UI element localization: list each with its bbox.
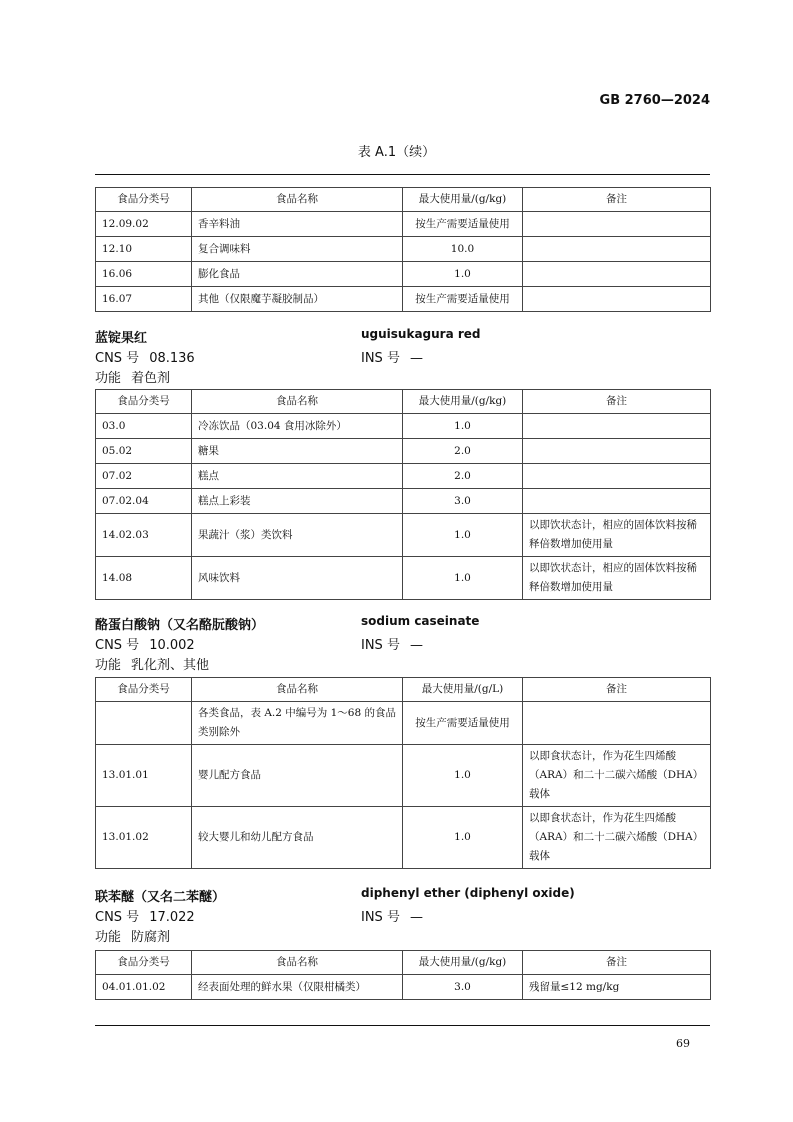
- col-header-food-name: 食品名称: [192, 951, 403, 975]
- table-header-row: [96, 951, 711, 975]
- col-header-food-name: 食品名称: [192, 188, 403, 212]
- cell-max-use: 1.0: [403, 745, 523, 807]
- additive-table-block: [95, 950, 710, 1000]
- cell-max-use: 2.0: [403, 464, 523, 489]
- table-header-row: [96, 678, 711, 702]
- ins-number: INS 号 —: [361, 638, 423, 653]
- additive-table: [95, 950, 711, 1000]
- table-row: [96, 262, 711, 287]
- cell-remark: [523, 287, 711, 312]
- cell-max-use: 3.0: [403, 975, 523, 1000]
- cell-remark: [523, 702, 711, 745]
- cns-number: CNS 号 08.136: [95, 351, 195, 366]
- continued-table: [95, 187, 711, 312]
- additive-en-name: uguisukagura red: [361, 327, 481, 341]
- function-label: 功能 乳化剂、其他: [95, 658, 210, 673]
- cell-food-name: 其他（仅限魔芋凝胶制品）: [192, 287, 403, 312]
- top-rule: [95, 174, 710, 175]
- cell-max-use: 3.0: [403, 489, 523, 514]
- table-row: [96, 557, 711, 600]
- cell-remark: 以即饮状态计，相应的固体饮料按稀释倍数增加使用量: [523, 514, 711, 557]
- col-header-remark: 备注: [523, 951, 711, 975]
- cell-max-use: 1.0: [403, 807, 523, 869]
- table-row: [96, 975, 711, 1000]
- table-row: [96, 489, 711, 514]
- col-header-max-use: 最大使用量/(g/kg): [403, 188, 523, 212]
- cell-remark: [523, 464, 711, 489]
- additive-zh-name: 酪蛋白酸钠（又名酪朊酸钠）: [95, 618, 265, 633]
- cell-max-use: 1.0: [403, 557, 523, 600]
- col-header-category: 食品分类号: [96, 951, 192, 975]
- cell-food-name: 糕点: [192, 464, 403, 489]
- cell-food-name: 香辛料油: [192, 212, 403, 237]
- cell-remark: 以即食状态计，作为花生四烯酸（ARA）和二十二碳六烯酸（DHA）载体: [523, 807, 711, 869]
- cell-category: 07.02: [96, 464, 192, 489]
- additive-header-diphenyl-ether: [95, 886, 710, 946]
- table-row: [96, 237, 711, 262]
- cell-food-name: 膨化食品: [192, 262, 403, 287]
- table-row: [96, 212, 711, 237]
- cell-max-use: 1.0: [403, 514, 523, 557]
- cell-food-name: 复合调味料: [192, 237, 403, 262]
- cell-category: 07.02.04: [96, 489, 192, 514]
- cell-remark: 以即食状态计，作为花生四烯酸（ARA）和二十二碳六烯酸（DHA）载体: [523, 745, 711, 807]
- additive-table-block: [95, 389, 710, 600]
- col-header-max-use: 最大使用量/(g/L): [403, 678, 523, 702]
- table-row: [96, 514, 711, 557]
- additive-en-name: diphenyl ether (diphenyl oxide): [361, 886, 575, 900]
- ins-number: INS 号 —: [361, 351, 423, 366]
- function-label: 功能 防腐剂: [95, 930, 171, 945]
- cell-food-name: 经表面处理的鲜水果（仅限柑橘类）: [192, 975, 403, 1000]
- cell-max-use: 按生产需要适量使用: [403, 287, 523, 312]
- cell-remark: [523, 237, 711, 262]
- cell-category: 03.0: [96, 414, 192, 439]
- table-row: [96, 287, 711, 312]
- col-header-remark: 备注: [523, 678, 711, 702]
- standard-code: GB 2760—2024: [599, 93, 710, 108]
- cell-remark: [523, 212, 711, 237]
- cell-category: 12.10: [96, 237, 192, 262]
- cell-category: 12.09.02: [96, 212, 192, 237]
- additive-header-sodium-caseinate: [95, 614, 710, 674]
- cell-food-name: 糖果: [192, 439, 403, 464]
- cell-food-name: 各类食品，表 A.2 中编号为 1～68 的食品类别除外: [192, 702, 403, 745]
- cell-remark: [523, 262, 711, 287]
- table-header-row: [96, 390, 711, 414]
- cell-food-name: 风味饮料: [192, 557, 403, 600]
- cell-remark: 残留量≤12 mg/kg: [523, 975, 711, 1000]
- additive-en-name: sodium caseinate: [361, 614, 480, 628]
- ins-number: INS 号 —: [361, 910, 423, 925]
- bottom-rule: [95, 1025, 710, 1026]
- page-number: 69: [676, 1037, 690, 1050]
- cell-category: [96, 702, 192, 745]
- additive-table: [95, 389, 711, 600]
- cell-max-use: 1.0: [403, 262, 523, 287]
- cell-food-name: 糕点上彩装: [192, 489, 403, 514]
- cell-max-use: 10.0: [403, 237, 523, 262]
- cns-number: CNS 号 17.022: [95, 910, 195, 925]
- cell-max-use: 2.0: [403, 439, 523, 464]
- col-header-food-name: 食品名称: [192, 678, 403, 702]
- col-header-category: 食品分类号: [96, 678, 192, 702]
- col-header-remark: 备注: [523, 390, 711, 414]
- table-row: [96, 464, 711, 489]
- cns-number: CNS 号 10.002: [95, 638, 195, 653]
- cell-category: 14.02.03: [96, 514, 192, 557]
- cell-food-name: 果蔬汁（浆）类饮料: [192, 514, 403, 557]
- cell-remark: [523, 414, 711, 439]
- additive-zh-name: 蓝锭果红: [95, 331, 148, 346]
- table-row: [96, 807, 711, 869]
- additive-table-block: [95, 677, 710, 869]
- cell-food-name: 冷冻饮品（03.04 食用冰除外）: [192, 414, 403, 439]
- cell-max-use: 按生产需要适量使用: [403, 702, 523, 745]
- cell-remark: [523, 439, 711, 464]
- cell-food-name: 婴儿配方食品: [192, 745, 403, 807]
- additive-zh-name: 联苯醚（又名二苯醚）: [95, 890, 226, 905]
- cell-category: 16.06: [96, 262, 192, 287]
- col-header-category: 食品分类号: [96, 390, 192, 414]
- cell-max-use: 1.0: [403, 414, 523, 439]
- cell-category: 04.01.01.02: [96, 975, 192, 1000]
- col-header-max-use: 最大使用量/(g/kg): [403, 390, 523, 414]
- additive-table: [95, 677, 711, 869]
- cell-category: 13.01.01: [96, 745, 192, 807]
- cell-category: 14.08: [96, 557, 192, 600]
- cell-category: 05.02: [96, 439, 192, 464]
- cell-food-name: 较大婴儿和幼儿配方食品: [192, 807, 403, 869]
- col-header-food-name: 食品名称: [192, 390, 403, 414]
- col-header-remark: 备注: [523, 188, 711, 212]
- additive-header-uguisukagura-red: [95, 327, 710, 387]
- col-header-max-use: 最大使用量/(g/kg): [403, 951, 523, 975]
- table-row: [96, 702, 711, 745]
- continued-table-block: [95, 187, 710, 312]
- table-row: [96, 439, 711, 464]
- table-row: [96, 745, 711, 807]
- table-row: [96, 414, 711, 439]
- cell-max-use: 按生产需要适量使用: [403, 212, 523, 237]
- cell-remark: [523, 489, 711, 514]
- function-label: 功能 着色剂: [95, 371, 171, 386]
- cell-category: 16.07: [96, 287, 192, 312]
- table-caption: 表 A.1（续）: [357, 145, 436, 160]
- cell-category: 13.01.02: [96, 807, 192, 869]
- col-header-category: 食品分类号: [96, 188, 192, 212]
- cell-remark: 以即饮状态计，相应的固体饮料按稀释倍数增加使用量: [523, 557, 711, 600]
- table-header-row: [96, 188, 711, 212]
